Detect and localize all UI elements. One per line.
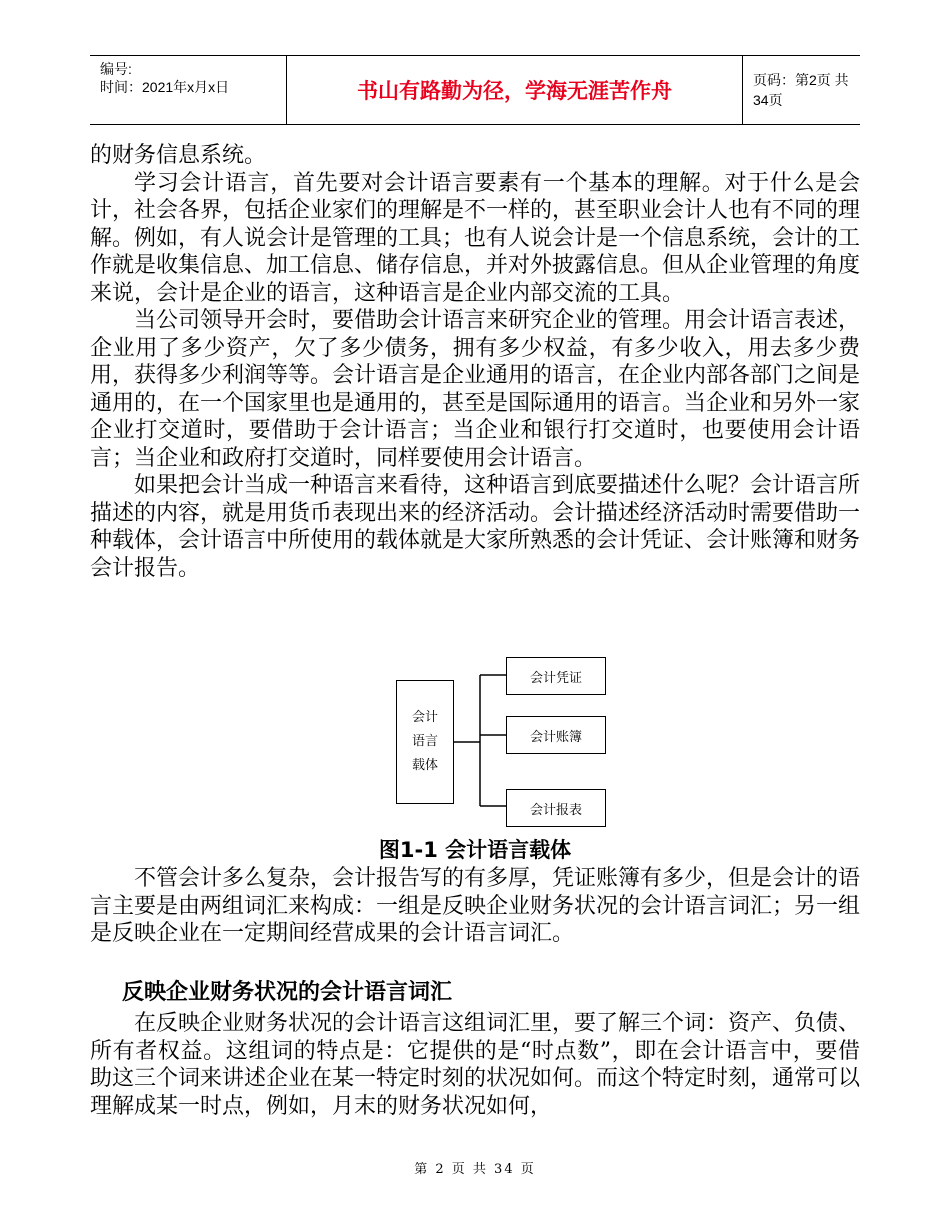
paragraph: 在反映企业财务状况的会计语言这组词汇里，要了解三个词：资产、负债、所有者权益。这组词的特点是：它提供的是“时点数”，即在会计语言中，要借助这三个词来讲述企业在某一特定时刻的状况如何。而这个特定时刻，通常可以理解成某一时点，例如，月末的财务状况如何，	[90, 1011, 861, 1119]
header-motto: 书山有路勤为径，学海无涯苦作舟	[286, 56, 743, 124]
diagram-root-line: 语言	[411, 734, 438, 749]
paragraph: 不管会计多么复杂，会计报告写的有多厚，凭证账簿有多少，但是会计的语言主要是由两组词汇来构成：一组是反映企业财务状况的会计语言词汇；另一组是反映企业在一定期间经营成果的会计语言词汇。	[90, 866, 861, 946]
document-header	[90, 55, 860, 125]
section-heading: 反映企业财务状况的会计语言词汇	[122, 980, 453, 1005]
diagram-branch-report: 会计报表	[506, 789, 606, 827]
time-label: 时间：2021年x月x日	[100, 79, 230, 95]
body-section-top	[90, 142, 860, 582]
header-page-info: 页码：第2页 共34页	[753, 72, 849, 108]
paragraph: 的财务信息系统。	[90, 143, 267, 168]
diagram-root-box	[396, 680, 454, 804]
header-meta	[90, 56, 286, 124]
number-label: 编号:	[100, 61, 132, 77]
diagram-root-line: 载体	[411, 758, 438, 773]
page-footer: 第 2 页 共 34 页	[414, 1162, 536, 1177]
diagram-root-line: 会计	[411, 710, 438, 725]
body-section-middle	[90, 865, 860, 948]
paragraph: 学习会计语言，首先要对会计语言要素有一个基本的理解。对于什么是会计，社会各界，包括企业家们的理解是不一样的，甚至职业会计人也有不同的理解。例如，有人说会计是管理的工具；也有人说会计是一个信息系统，会计的工作就是收集信息、加工信息、储存信息，并对外披露信息。但从企业管理的角度来说，会计是企业的语言，这种语言是企业内部交流的工具。	[90, 170, 861, 306]
diagram-branch-voucher: 会计凭证	[506, 657, 606, 695]
paragraph: 当公司领导开会时，要借助会计语言来研究企业的管理。用会计语言表述，企业用了多少资产，欠了多少债务，拥有多少权益，有多少收入，用去多少费用，获得多少利润等等。会计语言是企业通用的语言，在企业内部各部门之间是通用的，在一个国家里也是通用的，甚至是国际通用的语言。当企业和另外一家企业打交道时，要借助于会计语言；当企业和银行打交道时，也要使用会计语言；当企业和政府打交道时，同样要使用会计语言。	[90, 308, 861, 471]
body-section-bottom	[90, 1010, 860, 1120]
figure-caption: 图1-1 会计语言载体	[378, 838, 572, 862]
diagram-branch-ledger: 会计账簿	[506, 716, 606, 754]
carrier-diagram	[394, 655, 624, 830]
paragraph: 如果把会计当成一种语言来看待，这种语言到底要描述什么呢？会计语言所描述的内容，就是用货币表现出来的经济活动。会计描述经济活动时需要借助一种载体，会计语言中所使用的载体就是大家所熟悉的会计凭证、会计账簿和财务会计报告。	[90, 473, 861, 581]
